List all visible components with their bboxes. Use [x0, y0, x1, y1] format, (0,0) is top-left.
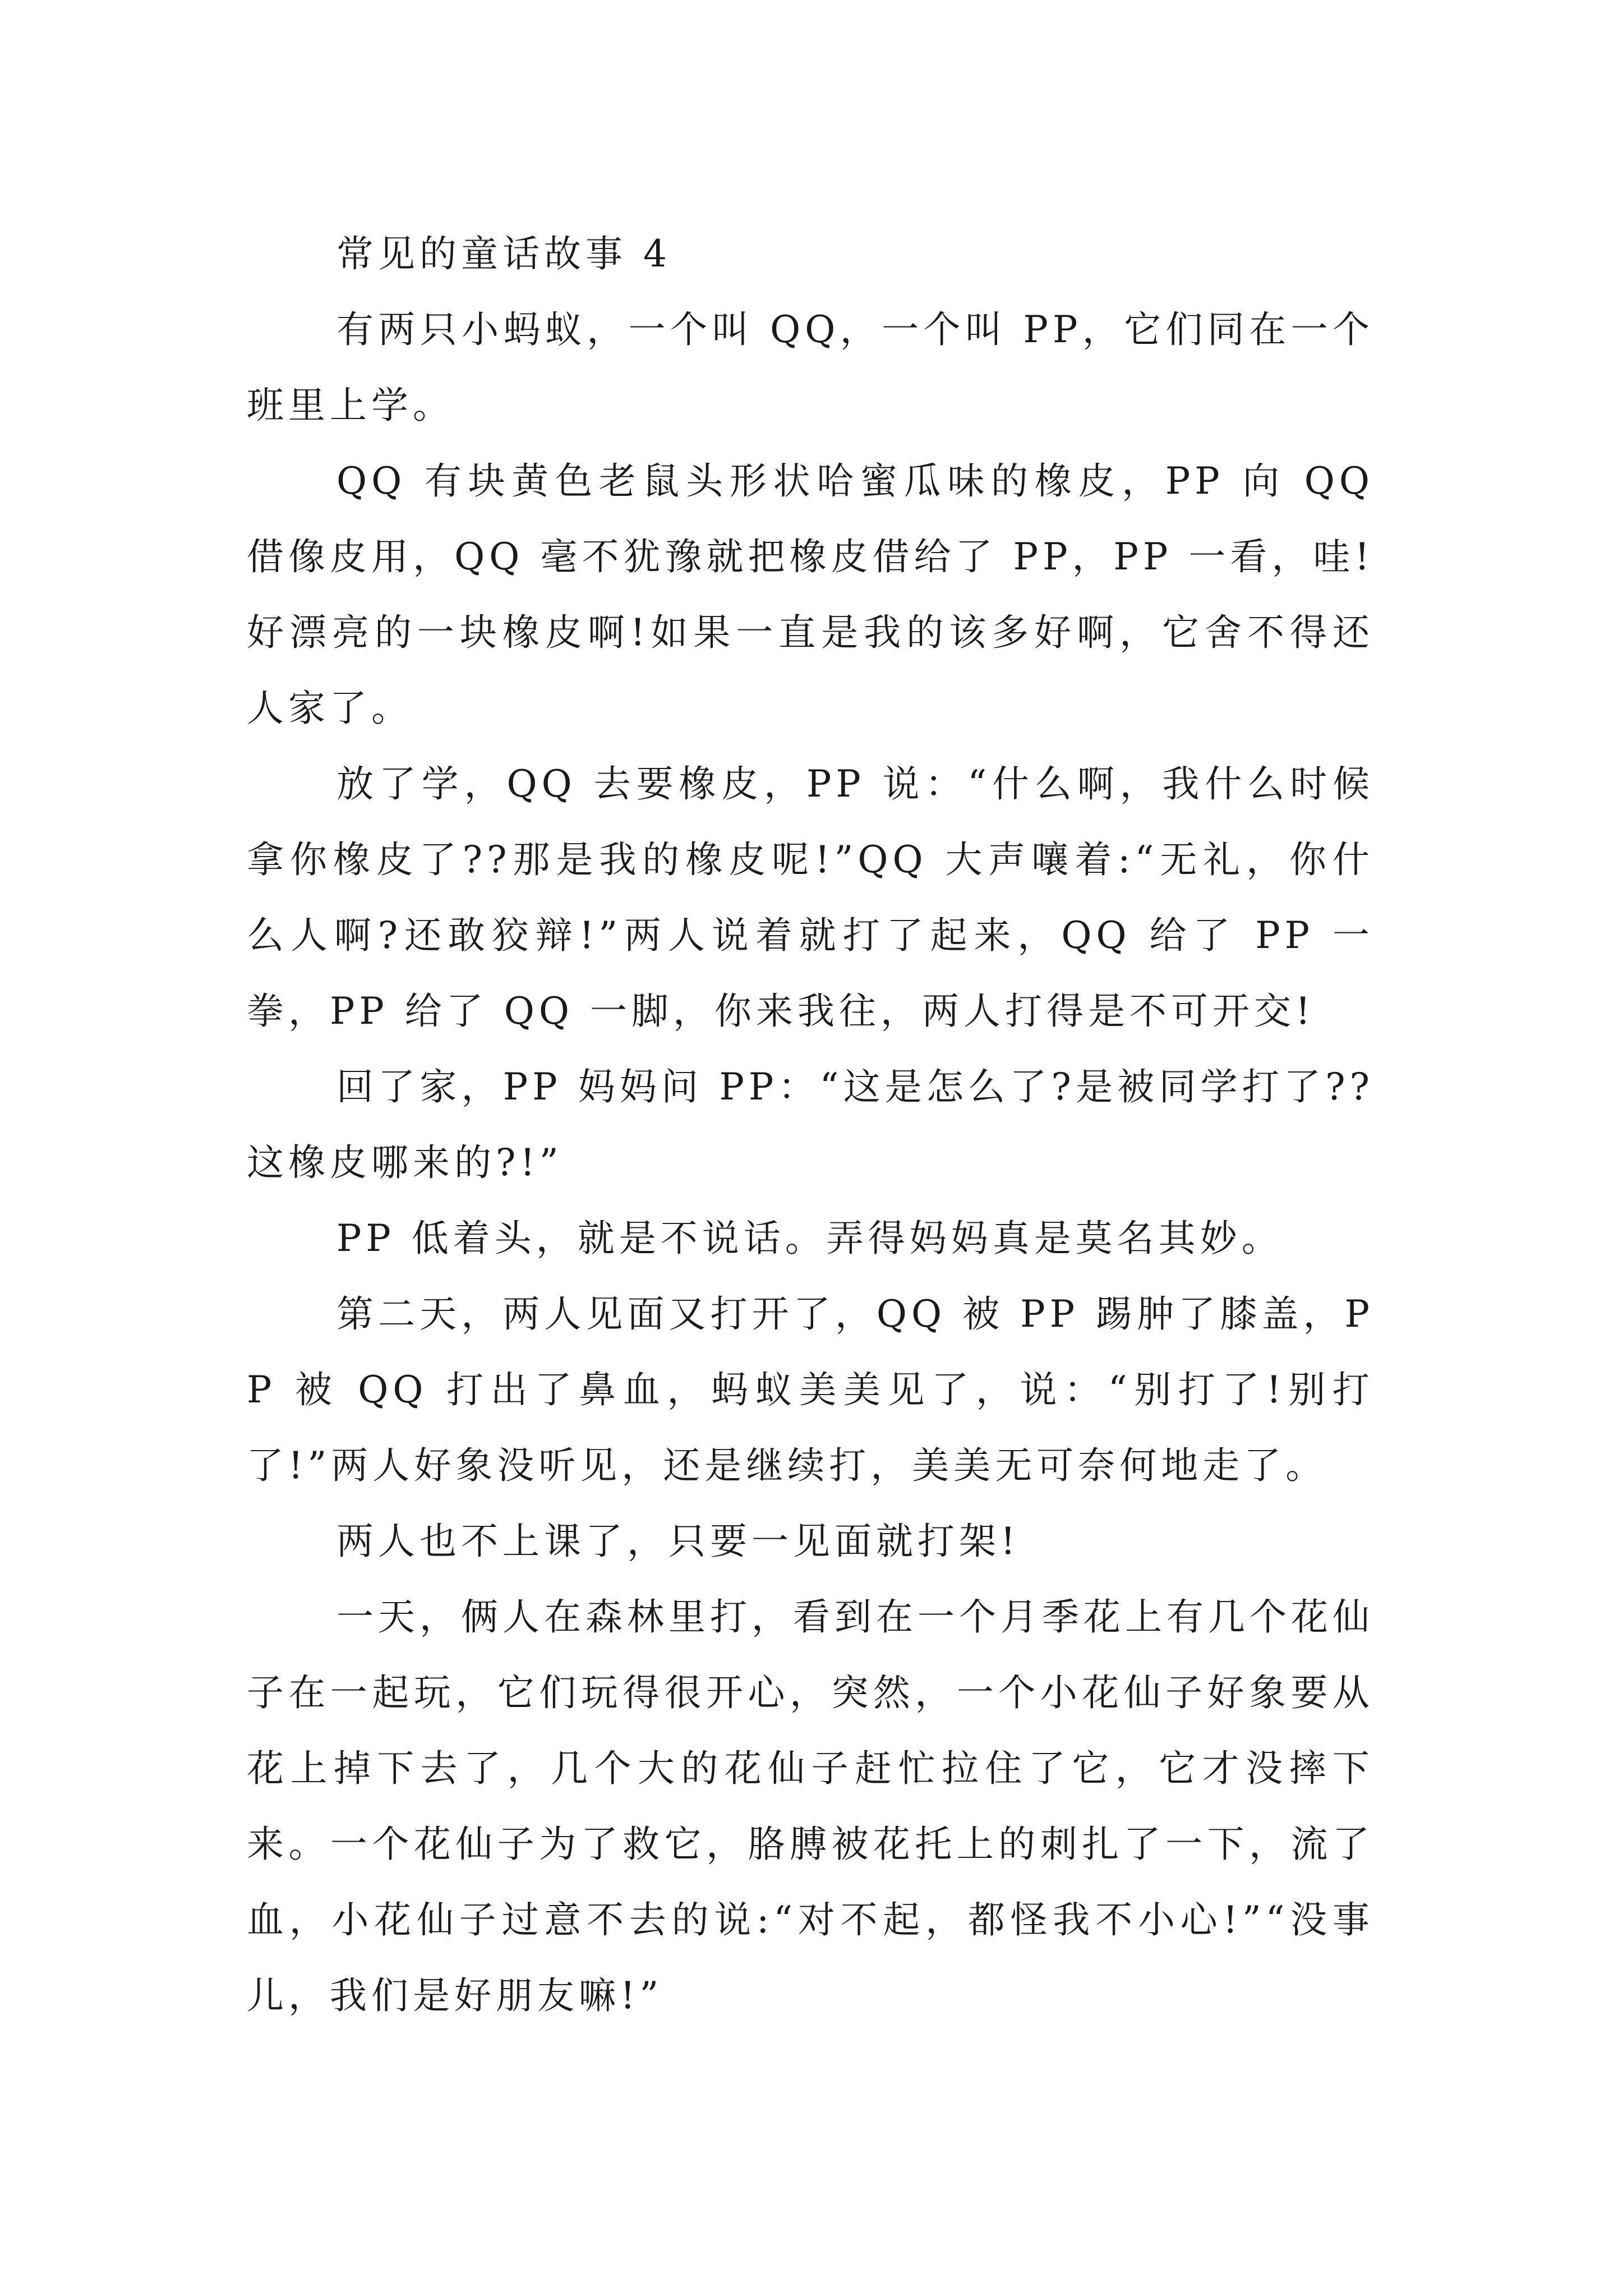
paragraph: QQ 有块黄色老鼠头形状哈蜜瓜味的橡皮，PP 向 QQ 借像皮用，QQ 毫不犹豫就把橡皮借给了 PP，PP 一看，哇!好漂亮的一块橡皮啊!如果一直是我的该多好啊，它舍不得还人家了。: [247, 459, 1374, 730]
paragraph: 有两只小蚂蚁，一个叫 QQ，一个叫 PP，它们同在一个班里上学。: [247, 308, 1374, 427]
paragraph: 第二天，两人见面又打开了，QQ 被 PP 踢肿了膝盖，PP 被 QQ 打出了鼻血，蚂蚁美美见了，说：“别打了!别打了!”两人好象没听见，还是继续打，美美无可奈何地走了。: [247, 1292, 1374, 1487]
paragraph: PP 低着头，就是不说话。弄得妈妈真是莫名其妙。: [336, 1217, 1283, 1260]
document-body: [247, 216, 1374, 2033]
document-title: 常见的童话故事 4: [336, 232, 671, 275]
paragraph: 回了家，PP 妈妈问 PP：“这是怎么了?是被同学打了??这橡皮哪来的?!”: [247, 1065, 1374, 1184]
paragraph: 两人也不上课了，只要一见面就打架!: [336, 1520, 1020, 1563]
paragraph: 放了学，QQ 去要橡皮，PP 说：“什么啊，我什么时候拿你橡皮了??那是我的橡皮呢!”QQ 大声嚷着:“无礼，你什么人啊?还敢狡辩!”两人说着就打了起来，QQ 给了 PP 一拳，PP 给了 QQ 一脚，你来我往，两人打得是不可开交!: [247, 762, 1374, 1033]
paragraph: 一天，俩人在森林里打，看到在一个月季花上有几个花仙子在一起玩，它们玩得很开心，突然，一个小花仙子好象要从花上掉下去了，几个大的花仙子赶忙拉住了它，它才没摔下来。一个花仙子为了救它，胳膊被花托上的刺扎了一下，流了血，小花仙子过意不去的说:“对不起，都怪我不小心!”“没事儿，我们是好朋友嘛!”: [247, 1595, 1374, 2017]
